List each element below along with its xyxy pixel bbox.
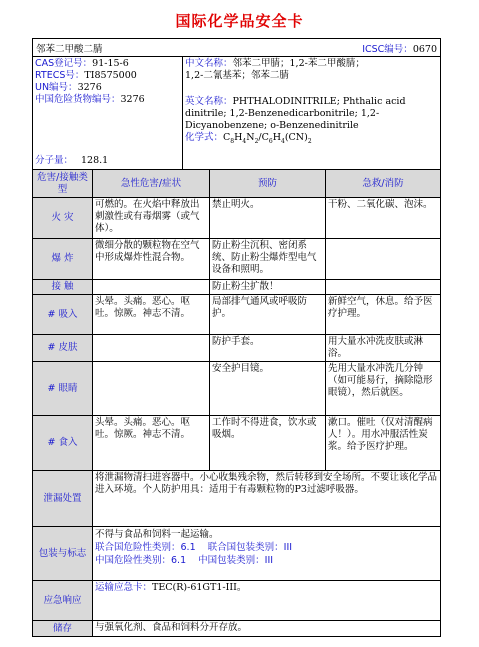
identification-block: [33, 57, 440, 170]
id-names: [183, 57, 440, 169]
type-ingestion: # 食入: [33, 416, 93, 470]
type-contact: 接 触: [33, 280, 93, 294]
storage-label: 储存: [33, 621, 93, 636]
row-storage: [33, 621, 440, 636]
row-contact: [33, 280, 440, 295]
packaging-cn-line: 中国危险性类别：6.1 中国包装类别：III: [95, 555, 274, 566]
prevent-eyes: 安全护目镜。: [210, 362, 326, 415]
hazard-fire: 可燃的。在火焰中释放出刺激性或有毒烟雾（或气体）。: [93, 198, 210, 238]
emergency-label: 应急响应: [33, 581, 93, 620]
col-type: 危害/接触类型: [33, 170, 93, 197]
molecular-weight-line: 分子量： 128.1: [35, 155, 109, 166]
spill-label: 泄漏处置: [33, 471, 93, 526]
packaging-text: [93, 527, 440, 580]
cn-name-line: 中文名称：邻苯二甲腈；1,2-苯二甲酸腈；: [185, 58, 365, 69]
rtecs-line: RTECS号：TI8575000: [35, 70, 137, 81]
hazard-skin: [93, 335, 210, 361]
aid-skin: 用大量水冲洗皮肤或淋浴。: [328, 336, 424, 359]
row-skin: [33, 335, 440, 362]
storage-text: 与强氧化剂、食品和饲料分开存放。: [95, 622, 248, 633]
formula-line: 化学式：$C_8H_4N_2/C_6H_4(CN)_2$: [185, 132, 312, 145]
prevent-inhalation: 局部排气通风或呼吸防护。: [210, 295, 326, 334]
en-name-line-3: Dicyanobenzene; o-Benzenedinitrile: [185, 120, 359, 131]
card-title: 国际化学品安全卡: [175, 12, 304, 30]
row-eyes: [33, 362, 440, 416]
type-inhalation: # 吸入: [33, 295, 93, 334]
prevent-fire: 禁止明火。: [210, 198, 326, 238]
prevent-explosion: 防止粉尘沉积、密闭系统、防止粉尘爆炸型电气设备和照明。: [210, 239, 326, 279]
card-table: [32, 38, 441, 637]
prevent-skin: 防护手套。: [210, 335, 326, 361]
en-name-line-2: dinitrile; 1,2-Benzenedicarbonitrile; 1,2-: [185, 108, 380, 119]
column-header-row: [33, 170, 440, 198]
chemical-name: 邻苯二甲酸二腈: [36, 43, 103, 55]
packaging-line-1: 不得与食品和饲料一起运输。: [95, 529, 219, 540]
hazard-ingestion: 头晕。头痛。恶心。呕吐。惊厥。神志不清。: [93, 416, 210, 470]
packaging-un-line: 联合国危险性类别：6.1 联合国包装类别：III: [95, 542, 293, 553]
row-ingestion: [33, 416, 440, 471]
aid-fire: 干粉、二氧化碳、泡沫。: [328, 199, 433, 210]
aid-explosion: [326, 239, 440, 279]
emergency-text: 运输应急卡：TEC(R)-61GT1-III。: [95, 582, 247, 593]
row-packaging: [33, 527, 440, 581]
type-skin: # 皮肤: [33, 335, 93, 361]
row-explosion: [33, 239, 440, 280]
cn-dangerous-goods-line: 中国危险货物编号：3276: [35, 94, 145, 105]
type-explosion: 爆 炸: [33, 239, 93, 279]
row-emergency: [33, 581, 440, 621]
packaging-label: 包装与标志: [33, 527, 93, 580]
col-aid: 急救/消防: [362, 177, 404, 189]
en-name-line: 英文名称：PHTHALODINITRILE; Phthalic acid: [185, 96, 406, 107]
cas-line: CAS登记号：91-15-6: [35, 58, 129, 69]
row-spill: [33, 471, 440, 527]
spill-text: 将泄漏物清扫进容器中。小心收集残余物，然后转移到安全场所。不要让该化学品进入环境。个人防护用具：适用于有毒颗粒物的P3过滤呼吸器。: [95, 472, 438, 495]
hazard-inhalation: 头晕。头痛。恶心。呕吐。惊厥。神志不清。: [93, 295, 210, 334]
hazard-explosion: 微细分散的颗粒物在空气中形成爆炸性混合物。: [93, 239, 210, 279]
name-row: [33, 39, 440, 57]
hazard-contact: [93, 280, 210, 294]
type-eyes: # 眼睛: [33, 362, 93, 415]
col-prevent: 预防: [210, 170, 326, 197]
prevent-contact: 防止粉尘扩散！: [210, 280, 326, 294]
un-line: UN编号：3276: [35, 82, 102, 93]
col-hazard: 急性危害/症状: [93, 170, 210, 197]
row-fire: [33, 198, 440, 239]
icsc-number: ICSC编号：0670: [362, 43, 437, 55]
aid-contact: [326, 280, 440, 294]
hazard-eyes: [93, 362, 210, 415]
aid-eyes: 先用大量水冲洗几分钟（如可能易行，摘除隐形眼镜），然后就医。: [328, 363, 433, 398]
id-numbers: [33, 57, 183, 169]
cn-name-line-2: 1,2-二氰基苯；邻苯二腈: [185, 70, 289, 81]
type-fire: 火 灾: [33, 198, 93, 238]
prevent-ingestion: 工作时不得进食，饮水或吸烟。: [210, 416, 326, 470]
row-inhalation: [33, 295, 440, 335]
aid-inhalation: 新鲜空气，休息。给予医疗护理。: [328, 296, 433, 319]
aid-ingestion: 漱口。催吐（仅对清醒病人！）。用水冲服活性炭浆。给予医疗护理。: [328, 417, 433, 452]
